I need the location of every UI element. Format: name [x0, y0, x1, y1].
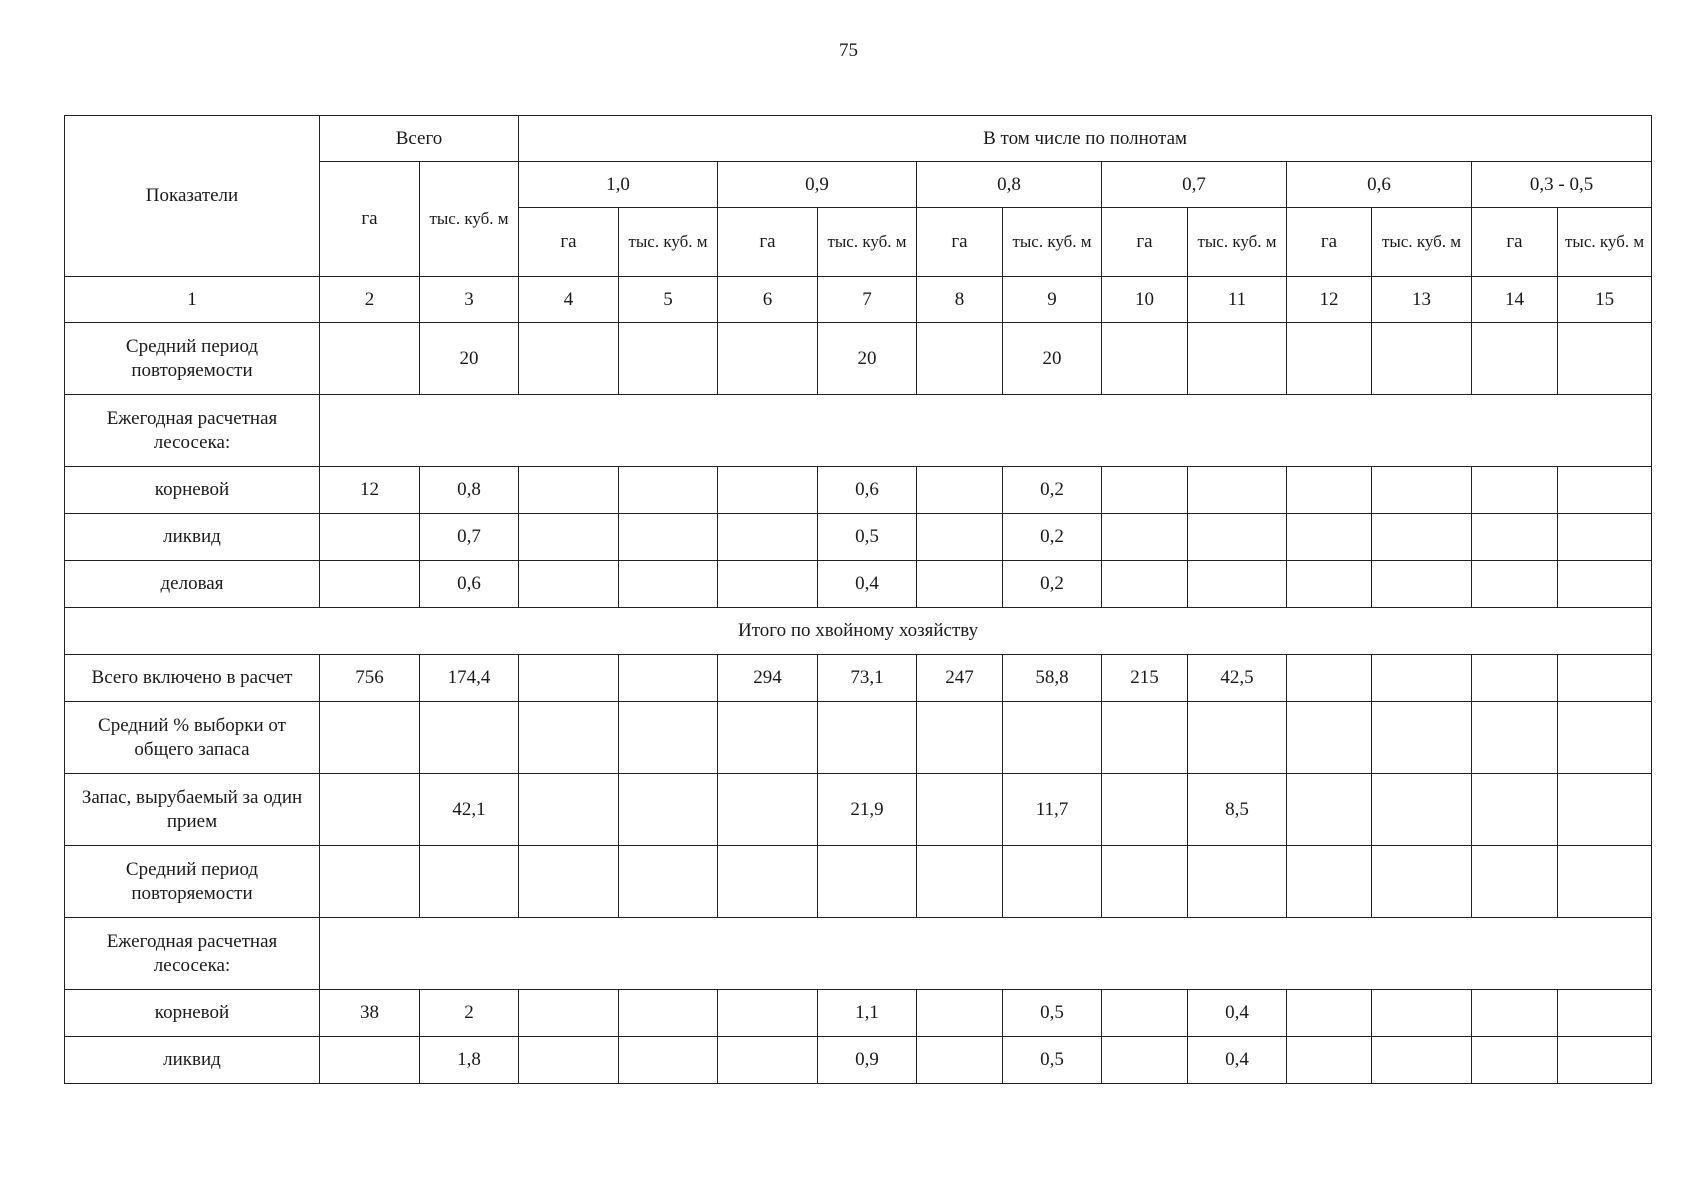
column-number: 14	[1472, 277, 1558, 323]
table-cell	[1472, 990, 1558, 1037]
table-cell	[1472, 323, 1558, 395]
table-cell: 20	[818, 323, 917, 395]
header-density-0-6: 0,6	[1287, 162, 1472, 208]
table-cell	[1558, 990, 1652, 1037]
table-cell	[1372, 846, 1472, 918]
table-cell	[1287, 1037, 1372, 1084]
table-cell	[320, 846, 420, 918]
table-cell	[320, 323, 420, 395]
table-cell: 42,5	[1188, 655, 1287, 702]
table-cell	[1188, 323, 1287, 395]
column-number: 8	[917, 277, 1003, 323]
table-cell: 1,1	[818, 990, 917, 1037]
table-cell	[519, 467, 619, 514]
table-cell	[718, 323, 818, 395]
table-cell	[718, 467, 818, 514]
table-cell	[1102, 846, 1188, 918]
column-number: 3	[420, 277, 519, 323]
table-cell	[619, 702, 718, 774]
table-cell: 0,5	[818, 514, 917, 561]
table-cell	[320, 774, 420, 846]
table-row	[65, 918, 1652, 990]
table-cell: 215	[1102, 655, 1188, 702]
table-cell	[1102, 990, 1188, 1037]
column-number: 2	[320, 277, 420, 323]
table-cell	[1558, 774, 1652, 846]
table-cell: 0,5	[1003, 990, 1102, 1037]
table-cell	[917, 467, 1003, 514]
table-cell: 0,7	[420, 514, 519, 561]
header-total: Всего	[320, 116, 519, 162]
table-cell	[1102, 702, 1188, 774]
table-cell	[320, 395, 1652, 467]
table-cell: 0,9	[818, 1037, 917, 1084]
table-cell	[619, 846, 718, 918]
header-density-0-8: 0,8	[917, 162, 1102, 208]
table-cell	[917, 514, 1003, 561]
table-cell	[718, 702, 818, 774]
header-unit-volume: тыс. куб. м	[1188, 208, 1287, 277]
column-number: 4	[519, 277, 619, 323]
table-cell	[519, 1037, 619, 1084]
table-cell	[1188, 561, 1287, 608]
table-cell	[1472, 846, 1558, 918]
table-cell: 0,4	[818, 561, 917, 608]
table-cell	[1188, 702, 1287, 774]
header-unit-volume: тыс. куб. м	[619, 208, 718, 277]
table-cell	[718, 1037, 818, 1084]
table-cell	[1102, 561, 1188, 608]
column-number: 1	[65, 277, 320, 323]
table-cell: 8,5	[1188, 774, 1287, 846]
table-cell	[917, 846, 1003, 918]
row-label: Запас, вырубаемый за один прием	[65, 774, 320, 846]
header-unit-volume: тыс. куб. м	[1003, 208, 1102, 277]
column-number: 7	[818, 277, 917, 323]
table-row	[65, 561, 1652, 608]
row-label: ликвид	[65, 514, 320, 561]
table-cell	[917, 990, 1003, 1037]
table-cell	[1372, 990, 1472, 1037]
table-cell	[1558, 514, 1652, 561]
table-row	[65, 323, 1652, 395]
header-density-0-7: 0,7	[1102, 162, 1287, 208]
row-label: Всего включено в расчет	[65, 655, 320, 702]
table-cell	[1372, 514, 1472, 561]
row-label: Средний % выборки от общего запаса	[65, 702, 320, 774]
table-cell: 38	[320, 990, 420, 1037]
table-cell	[917, 702, 1003, 774]
table-cell	[1102, 323, 1188, 395]
table-cell	[1372, 323, 1472, 395]
table-row	[65, 608, 1652, 655]
table-cell: 11,7	[1003, 774, 1102, 846]
table-cell	[519, 846, 619, 918]
table-cell	[320, 561, 420, 608]
table-row	[65, 655, 1652, 702]
table-cell	[1558, 846, 1652, 918]
table-cell	[1558, 702, 1652, 774]
header-indicators: Показатели	[65, 116, 320, 277]
table-cell	[420, 702, 519, 774]
header-unit-ha: га	[917, 208, 1003, 277]
table-cell	[420, 846, 519, 918]
header-unit-volume: тыс. куб. м	[1558, 208, 1652, 277]
table-cell: 1,8	[420, 1037, 519, 1084]
table-cell	[619, 655, 718, 702]
column-number: 6	[718, 277, 818, 323]
table-cell: 2	[420, 990, 519, 1037]
table-cell	[1558, 561, 1652, 608]
table-cell: 0,6	[818, 467, 917, 514]
table-cell	[619, 1037, 718, 1084]
table-cell	[320, 514, 420, 561]
table-row	[65, 514, 1652, 561]
table-cell	[1188, 467, 1287, 514]
table-cell	[718, 561, 818, 608]
table-cell	[1287, 774, 1372, 846]
table-cell	[1188, 514, 1287, 561]
table-cell	[1102, 467, 1188, 514]
header-unit-ha: га	[519, 208, 619, 277]
table-cell	[1372, 561, 1472, 608]
table-cell	[1287, 846, 1372, 918]
table-cell: 20	[420, 323, 519, 395]
table-cell	[1287, 990, 1372, 1037]
row-label: Ежегодная расчетная лесосека:	[65, 918, 320, 990]
table-cell	[1188, 846, 1287, 918]
header-unit-volume: тыс. куб. м	[1372, 208, 1472, 277]
table-cell	[1003, 846, 1102, 918]
row-label: Ежегодная расчетная лесосека:	[65, 395, 320, 467]
table-cell	[1472, 467, 1558, 514]
table-cell	[1372, 1037, 1472, 1084]
table-cell	[1287, 561, 1372, 608]
table-cell	[1287, 467, 1372, 514]
table-cell	[818, 846, 917, 918]
table-cell: 20	[1003, 323, 1102, 395]
row-label: корневой	[65, 990, 320, 1037]
table-row	[65, 395, 1652, 467]
table-cell	[1472, 774, 1558, 846]
row-label: Средний период повторяемости	[65, 323, 320, 395]
column-number: 15	[1558, 277, 1652, 323]
table-cell	[1372, 655, 1472, 702]
table-cell: 0,5	[1003, 1037, 1102, 1084]
table-row	[65, 846, 1652, 918]
table-cell	[718, 514, 818, 561]
row-label: Средний период повторяемости	[65, 846, 320, 918]
row-label: деловая	[65, 561, 320, 608]
table-cell	[1372, 467, 1472, 514]
table-cell	[320, 1037, 420, 1084]
column-number: 13	[1372, 277, 1472, 323]
table-cell	[519, 774, 619, 846]
table-row	[65, 467, 1652, 514]
table-row	[65, 702, 1652, 774]
table-cell	[1102, 1037, 1188, 1084]
header-density-0-3-0-5: 0,3 - 0,5	[1472, 162, 1652, 208]
header-total-volume: тыс. куб. м	[420, 162, 519, 277]
forest-data-table	[64, 115, 1652, 1084]
table-cell	[1003, 702, 1102, 774]
header-density-0-9: 0,9	[718, 162, 917, 208]
table-cell	[1287, 655, 1372, 702]
table-cell	[917, 561, 1003, 608]
table-cell	[1472, 655, 1558, 702]
table-cell: 174,4	[420, 655, 519, 702]
table-row	[65, 1037, 1652, 1084]
table-cell	[917, 774, 1003, 846]
header-total-ha: га	[320, 162, 420, 277]
table-cell	[718, 846, 818, 918]
table-cell: 0,4	[1188, 1037, 1287, 1084]
header-unit-volume: тыс. куб. м	[818, 208, 917, 277]
table-row	[65, 990, 1652, 1037]
table-cell	[1372, 702, 1472, 774]
table-cell	[519, 990, 619, 1037]
table-cell	[1287, 514, 1372, 561]
table-cell: 294	[718, 655, 818, 702]
header-density-1-0: 1,0	[519, 162, 718, 208]
table-cell: 0,2	[1003, 467, 1102, 514]
table-cell	[818, 702, 917, 774]
table-cell: 756	[320, 655, 420, 702]
table-cell	[1102, 774, 1188, 846]
table-cell: 0,8	[420, 467, 519, 514]
row-label: ликвид	[65, 1037, 320, 1084]
table-cell	[1558, 1037, 1652, 1084]
table-cell	[718, 774, 818, 846]
header-unit-ha: га	[1287, 208, 1372, 277]
table-cell: 73,1	[818, 655, 917, 702]
header-unit-ha: га	[1472, 208, 1558, 277]
row-label: корневой	[65, 467, 320, 514]
column-number: 10	[1102, 277, 1188, 323]
table-cell	[519, 702, 619, 774]
table-cell	[1558, 323, 1652, 395]
table-cell	[619, 990, 718, 1037]
table-cell	[1287, 323, 1372, 395]
table-cell	[1558, 655, 1652, 702]
table-cell	[619, 323, 718, 395]
column-number: 9	[1003, 277, 1102, 323]
table-cell: 247	[917, 655, 1003, 702]
column-number: 11	[1188, 277, 1287, 323]
table-cell	[519, 561, 619, 608]
table-cell: 12	[320, 467, 420, 514]
table-cell	[320, 702, 420, 774]
table-cell	[1102, 514, 1188, 561]
table-cell: 21,9	[818, 774, 917, 846]
header-by-density: В том числе по полнотам	[519, 116, 1652, 162]
table-cell	[1472, 561, 1558, 608]
table-cell: 0,6	[420, 561, 519, 608]
table-cell: 58,8	[1003, 655, 1102, 702]
table-cell	[1372, 774, 1472, 846]
column-number: 5	[619, 277, 718, 323]
table-row	[65, 774, 1652, 846]
page-number: 75	[839, 40, 858, 61]
table-cell	[1472, 702, 1558, 774]
table-cell	[1558, 467, 1652, 514]
table-cell	[519, 323, 619, 395]
table-cell: 0,4	[1188, 990, 1287, 1037]
table-cell	[718, 990, 818, 1037]
table-cell: 0,2	[1003, 514, 1102, 561]
table-cell	[1472, 1037, 1558, 1084]
table-cell	[1472, 514, 1558, 561]
header-unit-ha: га	[1102, 208, 1188, 277]
table-cell	[519, 655, 619, 702]
table-cell	[619, 774, 718, 846]
table-cell	[619, 561, 718, 608]
table-cell	[619, 514, 718, 561]
table-cell: 0,2	[1003, 561, 1102, 608]
table-cell	[320, 918, 1652, 990]
table-cell	[1287, 702, 1372, 774]
table-cell	[619, 467, 718, 514]
table-cell	[917, 1037, 1003, 1084]
table-cell: 42,1	[420, 774, 519, 846]
table-cell	[917, 323, 1003, 395]
table-cell	[519, 514, 619, 561]
column-number: 12	[1287, 277, 1372, 323]
header-unit-ha: га	[718, 208, 818, 277]
section-title: Итого по хвойному хозяйству	[65, 608, 1652, 655]
